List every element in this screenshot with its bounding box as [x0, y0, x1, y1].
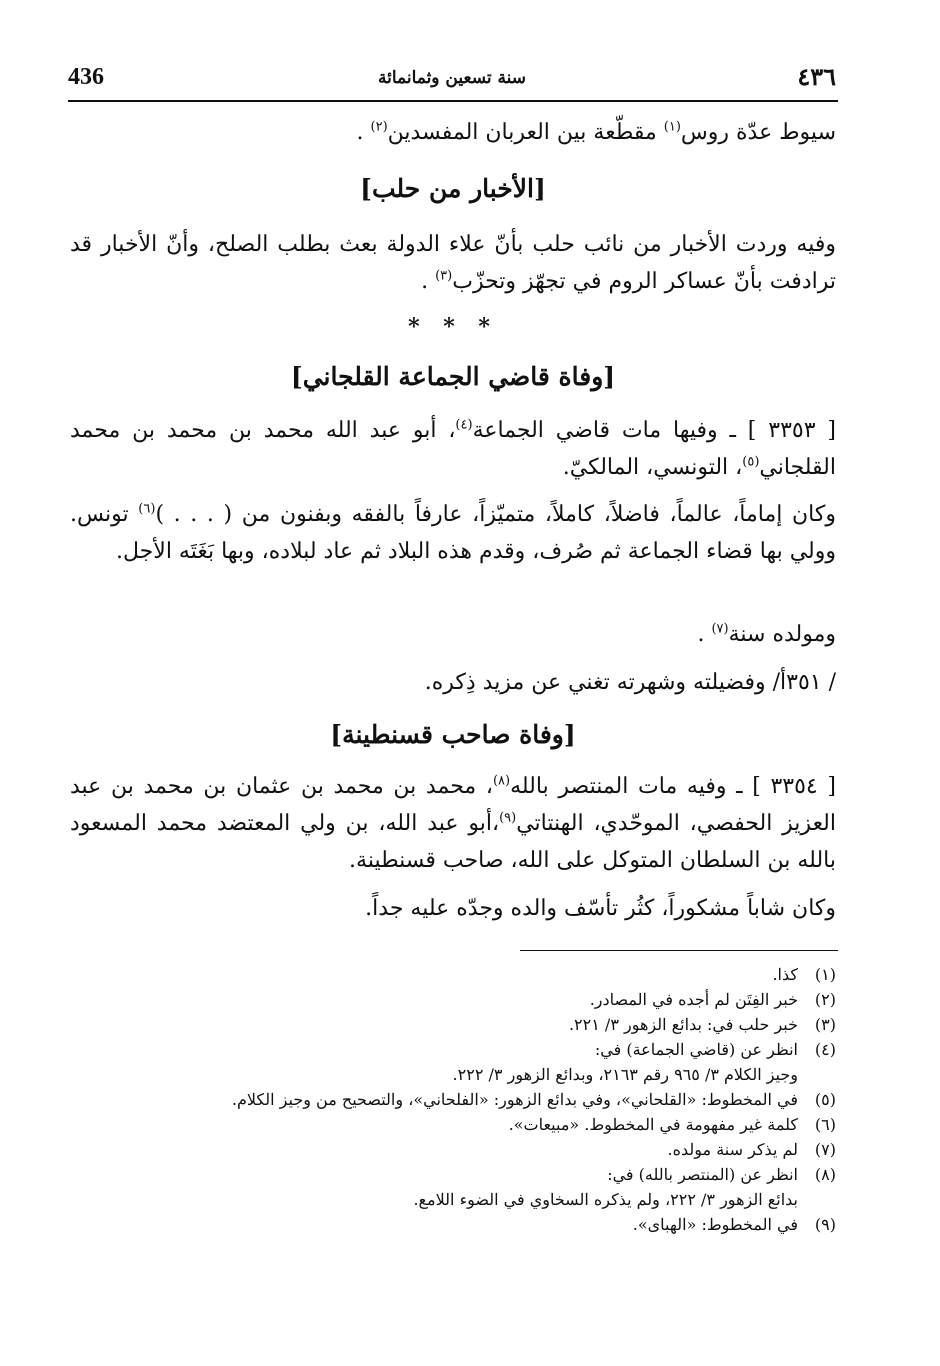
footnote-8: (٨) انظر عن (المنتصر بالله) في: — [607, 1165, 836, 1184]
footnote-ref-6: (٦) — [138, 501, 156, 517]
footnote-ref-8: (٨) — [492, 773, 511, 789]
paragraph-0: سيوط عدّة روس$^{(١)}$ مقطّعة بين العربان المفسدين$^{(٢)}$ . — [356, 119, 836, 145]
footnote-ref-7: (٧) — [711, 621, 729, 637]
footnote-ref-3: (٣) — [435, 268, 453, 284]
section-heading-constantine: [وفاة صاحب قسنطينة] — [330, 720, 576, 749]
section-heading-aleppo: [الأخبار من حلب] — [360, 174, 546, 203]
page-header — [68, 62, 836, 98]
footnote-ref-4: (٤) — [455, 417, 473, 433]
footnote-6: (٦) كلمة غير مفهومة في المخطوط. «مبيعات». — [508, 1115, 836, 1134]
page-number-arabic: ٤٣٦ — [797, 62, 836, 91]
paragraph-5: / ٣٥١أ/ وفضيلته وشهرته تغني عن مزيد ذِكره. — [424, 670, 836, 695]
footnotes — [70, 962, 836, 1237]
footnote-2: (٢) خبر الفِتَن لم أجده في المصادر. — [589, 990, 836, 1009]
footnote-ref-2: (٢) — [370, 119, 388, 135]
page-number-latin: 436 — [68, 64, 104, 90]
header-rule — [68, 100, 838, 102]
paragraph-7: وكان شاباً مشكوراً، كثُر تأسّف والده وجدّه عليه جداً. — [365, 896, 836, 921]
footnote-7: (٧) لم يذكر سنة مولده. — [667, 1140, 836, 1159]
footnote-1: (١) كذا. — [772, 965, 836, 984]
paragraph-3: وكان إماماً، عالماً، فاضلاً، كاملاً، متميّزاً، عارفاً بالفقه وبفنون من ( . . . )$^{(٦)}$ تونس. وولي بها قضاء الجماعة ثم صُرف، وقدم هذه البلاد ثم عاد لبلاده، وبها بَغَتَه الأجل. — [70, 501, 836, 564]
footnote-ref-9: (٩) — [499, 810, 517, 826]
footnote-8-continued: بدائع الزهور ٣/ ٢٢٢، ولم يذكره السخاوي في الضوء اللامع. — [413, 1190, 798, 1209]
paragraph-4: ومولده سنة$^{(٧)}$ . — [697, 621, 836, 647]
section-separator: * * * — [408, 314, 498, 340]
paragraph-2: [ ٣٣٥٣ ] ـ وفيها مات قاضي الجماعة$^{(٤)}$، أبو عبد الله محمد بن محمد بن محمد القلجاني$^{(٥)}$، التونسي، المالكيّ. — [70, 417, 837, 480]
section-heading-qalajani: [وفاة قاضي الجماعة القلجاني] — [290, 362, 616, 391]
footnote-ref-5: (٥) — [742, 454, 760, 470]
footnote-rule — [520, 950, 838, 951]
footnote-3: (٣) خبر حلب في: بدائع الزهور ٣/ ٢٢١. — [568, 1015, 836, 1034]
running-title: سنة تسعين وثمانمائة — [377, 68, 527, 88]
footnote-9: (٩) في المخطوط: «الهباى». — [632, 1215, 836, 1234]
paragraph-1: وفيه وردت الأخبار من نائب حلب بأنّ علاء الدولة بعث بطلب الصلح، وأنّ الأخبار قد ترادفت بأنّ عساكر الروم في تجهّز وتحزّب$^{(٣)}$ . — [70, 232, 836, 294]
footnote-4: (٤) انظر عن (قاضي الجماعة) في: — [594, 1040, 836, 1059]
paragraph-6: [ ٣٣٥٤ ] ـ وفيه مات المنتصر بالله$^{(٨)}$، محمد بن محمد بن عثمان بن محمد بن عبد العزيز الحفصي، الموحّدي، الهنتاتي$^{(٩)}$،أبو عبد الله، بن ولي المعتضد محمد المسعود بالله بن السلطان المتوكل على الله، صاحب قسنطينة. — [70, 773, 836, 873]
footnote-5: (٥) في المخطوط: «القلحاني»، وفي بدائع الزهور: «الفلحاني»، والتصحيح من وجيز الكلام. — [231, 1090, 836, 1109]
footnote-ref-1: (١) — [663, 119, 681, 135]
footnote-4-continued: وجيز الكلام ٣/ ٩٦٥ رقم ٢١٦٣، وبدائع الزهور ٣/ ٢٢٢. — [452, 1065, 798, 1084]
